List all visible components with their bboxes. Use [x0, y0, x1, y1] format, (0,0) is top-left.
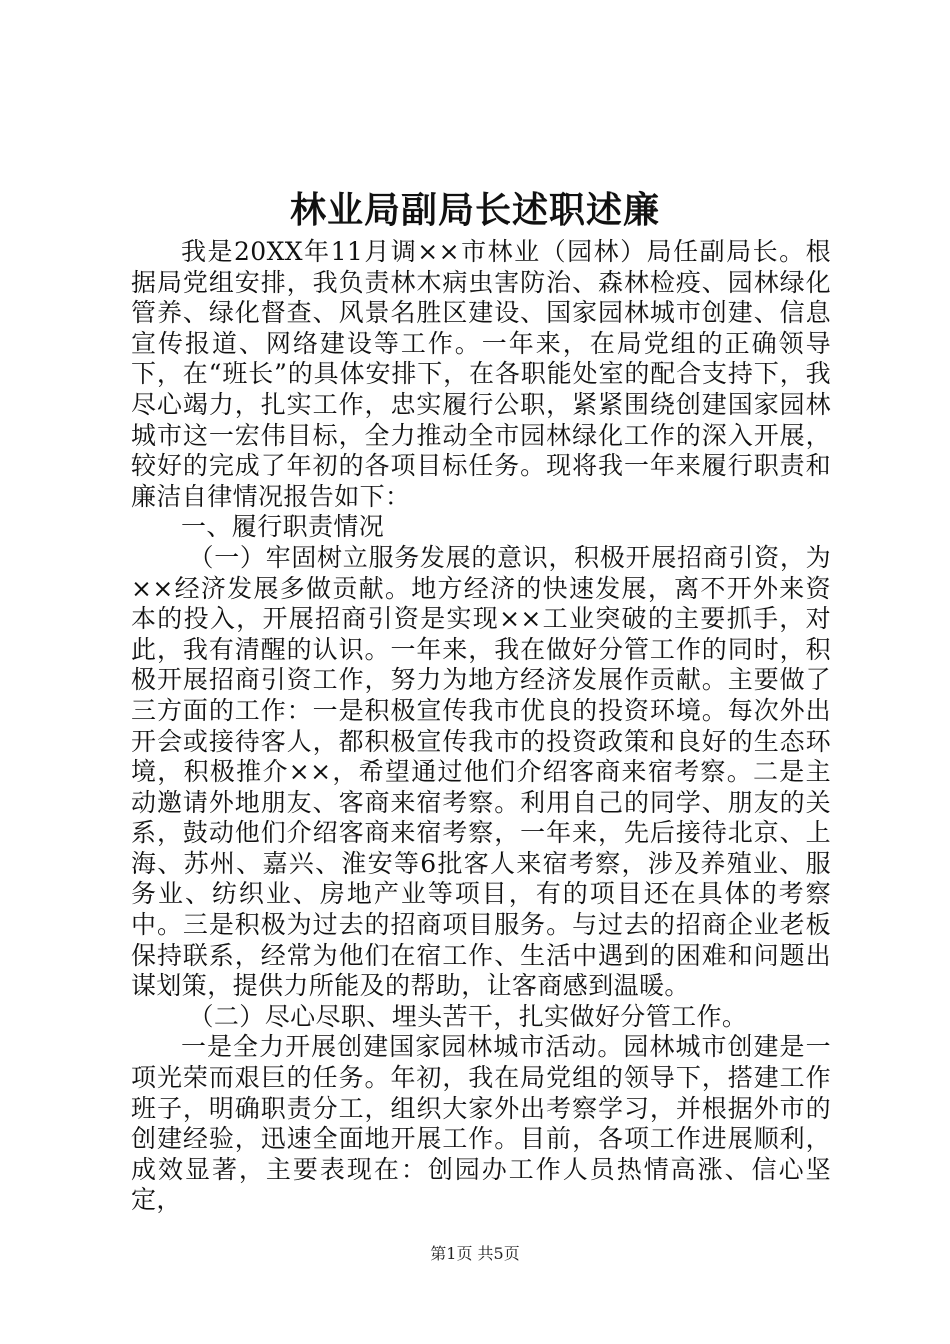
paragraph-section-2-heading: （二）尽心尽职、埋头苦干，扎实做好分管工作。: [188, 1001, 748, 1031]
document-body: [131, 237, 831, 1216]
document-title: 林业局副局长述职述廉: [289, 189, 660, 231]
paragraph-intro: 我是20XX年11月调××市林业（园林）局任副局长。根据局党组安排，我负责林木病虫害防治、森林检疫、园林绿化管养、绿化督查、风景名胜区建设、国家园林城市创建、信息宣传报道、网络建设等工作。一年来，在局党组的正确领导下，在“班长”的具体安排下，在各职能处室的配合支持下，我尽心竭力，扎实工作，忠实履行公职，紧紧围绕创建国家园林城市这一宏伟目标，全力推动全市园林绿化工作的深入开展，较好的完成了年初的各项目标任务。现将我一年来履行职责和廉洁自律情况报告如下：: [131, 237, 831, 511]
paragraph-section-1: （一）牢固树立服务发展的意识，积极开展招商引资，为××经济发展多做贡献。地方经济的快速发展，离不开外来资本的投入，开展招商引资是实现××工业突破的主要抓手，对此，我有清醒的认识。一年来，我在做好分管工作的同时，积极开展招商引资工作，努力为地方经济发展作贡献。主要做了三方面的工作：一是积极宣传我市优良的投资环境。每次外出开会或接待客人，都积极宣传我市的投资政策和良好的生态环境，积极推介××，希望通过他们介绍客商来宿考察。二是主动邀请外地朋友、客商来宿考察。利用自己的同学、朋友的关系，鼓动他们介绍客商来宿考察，一年来，先后接待北京、上海、苏州、嘉兴、淮安等6批客人来宿考察，涉及养殖业、服务业、纺织业、房地产业等项目，有的项目还在具体的考察中。三是积极为过去的招商项目服务。与过去的招商企业老板保持联系，经常为他们在宿工作、生活中遇到的困难和问题出谋划策，提供力所能及的帮助，让客商感到温暖。: [131, 542, 831, 1001]
page-footer: 第1页 共5页: [430, 1244, 520, 1263]
paragraph-section-2-body: 一是全力开展创建国家园林城市活动。园林城市创建是一项光荣而艰巨的任务。年初，我在局党组的领导下，搭建工作班子，明确职责分工，组织大家外出考察学习，并根据外市的创建经验，迅速全面地开展工作。目前，各项工作进展顺利，成效显著，主要表现在：创园办工作人员热情高涨、信心坚定，: [131, 1032, 831, 1215]
heading-duty-performance: 一、履行职责情况: [181, 512, 385, 542]
